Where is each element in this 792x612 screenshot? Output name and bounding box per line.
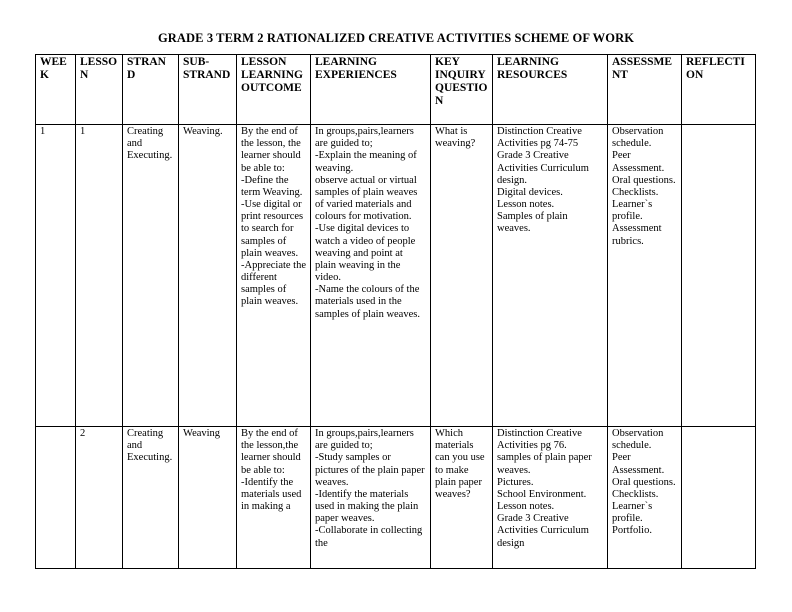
cell-lesson: 1 — [76, 125, 123, 427]
table-header-row — [36, 55, 756, 125]
cell-week — [36, 427, 76, 569]
cell-assessment: Observation schedule. Peer Assessment. Oral questions. Checklists. Learner`s profile. Portfolio. — [608, 427, 682, 569]
header-key-inquiry-question: KEY INQUIRY QUESTION — [431, 55, 493, 125]
header-assessment: ASSESSMENT — [608, 55, 682, 125]
cell-lesson-learning-outcome: By the end of the lesson, the learner should be able to: -Define the term Weaving. -Use digital or print resources to search for samples of plain weaves. -Appreciate the different samples of plain weaves. — [237, 125, 311, 427]
header-lesson: LESSON — [76, 55, 123, 125]
cell-reflection — [682, 427, 756, 569]
header-reflection: REFLECTION — [682, 55, 756, 125]
scheme-of-work-table — [35, 54, 756, 569]
cell-week: 1 — [36, 125, 76, 427]
header-lesson-learning-outcome: LESSON LEARNING OUTCOME — [237, 55, 311, 125]
cell-learning-resources: Distinction Creative Activities pg 74-75 Grade 3 Creative Activities Curriculum design. Digital devices. Lesson notes. Samples of plain weaves. — [493, 125, 608, 427]
header-week: WEEK — [36, 55, 76, 125]
header-strand: STRAND — [123, 55, 179, 125]
cell-lesson-learning-outcome: By the end of the lesson,the learner should be able to: -Identify the materials used in making a — [237, 427, 311, 569]
table-row — [36, 125, 756, 427]
cell-sub-strand: Weaving — [179, 427, 237, 569]
document-title: GRADE 3 TERM 2 RATIONALIZED CREATIVE ACTIVITIES SCHEME OF WORK — [157, 31, 635, 45]
cell-strand: Creating and Executing. — [123, 125, 179, 427]
header-sub-strand: SUB-STRAND — [179, 55, 237, 125]
cell-key-inquiry-question: Which materials can you use to make plain paper weaves? — [431, 427, 493, 569]
cell-learning-experiences: In groups,pairs,learners are guided to; -Study samples or pictures of the plain paper weaves. -Identify the materials used in making the plain paper weaves. -Collaborate in collecting the — [311, 427, 431, 569]
cell-key-inquiry-question: What is weaving? — [431, 125, 493, 427]
cell-learning-resources: Distinction Creative Activities pg 76. samples of plain paper weaves. Pictures. School Environment. Lesson notes. Grade 3 Creative Activities Curriculum design — [493, 427, 608, 569]
cell-learning-experiences: In groups,pairs,learners are guided to; -Explain the meaning of weaving. observe actual or virtual samples of plain weaves of varied materials and colours for motivation. -Use digital devices to watch a video of people weaving and point at plain weaving in the video. -Name the colours of the materials used in the samples of plain weaves. — [311, 125, 431, 427]
cell-reflection — [682, 125, 756, 427]
cell-lesson: 2 — [76, 427, 123, 569]
header-learning-experiences: LEARNING EXPERIENCES — [311, 55, 431, 125]
cell-strand: Creating and Executing. — [123, 427, 179, 569]
cell-sub-strand: Weaving. — [179, 125, 237, 427]
cell-assessment: Observation schedule. Peer Assessment. Oral questions. Checklists. Learner`s profile. Assessment rubrics. — [608, 125, 682, 427]
table-row — [36, 427, 756, 569]
header-learning-resources: LEARNING RESOURCES — [493, 55, 608, 125]
